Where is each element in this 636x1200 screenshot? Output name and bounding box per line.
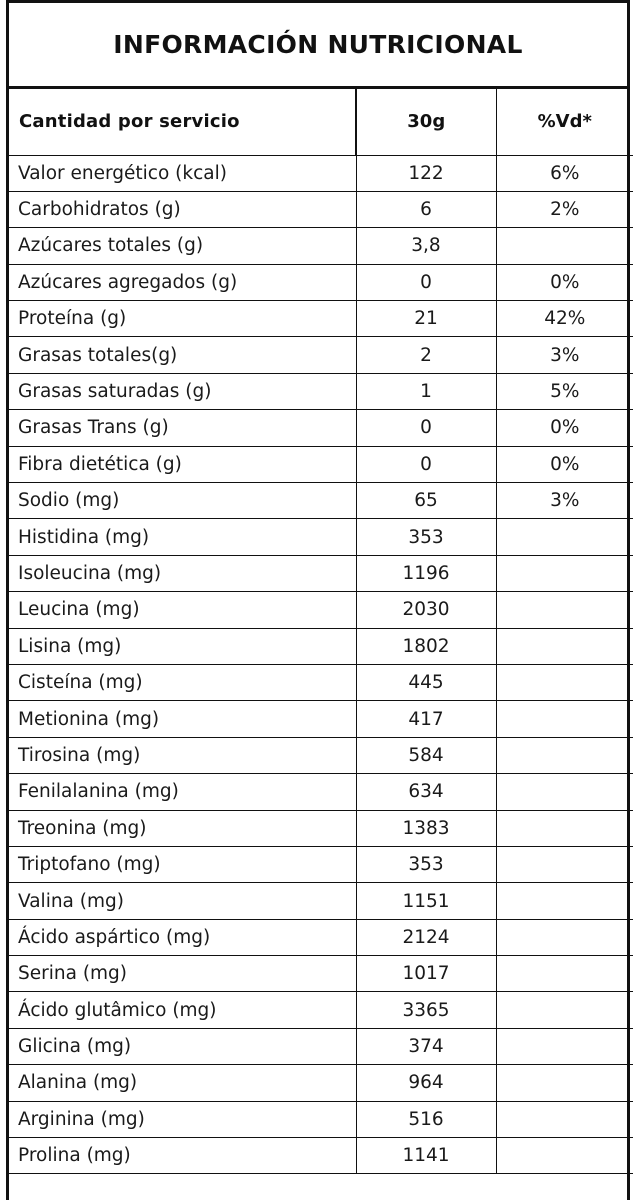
nutrient-daily-value (496, 519, 633, 555)
nutrition-table (9, 89, 633, 1174)
nutrient-name: Ácido glutâmico (mg) (9, 992, 356, 1028)
table-row (9, 373, 633, 409)
nutrient-name: Proteína (g) (9, 301, 356, 337)
nutrient-daily-value (496, 810, 633, 846)
nutrient-amount: 0 (356, 446, 496, 482)
table-row (9, 664, 633, 700)
nutrient-daily-value: 0% (496, 410, 633, 446)
nutrient-amount: 417 (356, 701, 496, 737)
nutrient-amount: 353 (356, 846, 496, 882)
table-row (9, 228, 633, 264)
nutrient-daily-value (496, 664, 633, 700)
table-row (9, 883, 633, 919)
table-row (9, 592, 633, 628)
nutrient-amount: 1151 (356, 883, 496, 919)
nutrient-amount: 634 (356, 774, 496, 810)
nutrient-daily-value (496, 1065, 633, 1101)
table-row (9, 1101, 633, 1137)
nutrient-amount: 516 (356, 1101, 496, 1137)
nutrient-name: Lisina (mg) (9, 628, 356, 664)
nutrient-name: Serina (mg) (9, 956, 356, 992)
nutrient-name: Cisteína (mg) (9, 664, 356, 700)
nutrient-amount: 6 (356, 191, 496, 227)
nutrient-daily-value (496, 701, 633, 737)
nutrient-name: Ácido aspártico (mg) (9, 919, 356, 955)
table-row (9, 737, 633, 773)
nutrient-amount: 21 (356, 301, 496, 337)
nutrient-name: Arginina (mg) (9, 1101, 356, 1137)
nutrient-name: Isoleucina (mg) (9, 555, 356, 591)
nutrient-name: Alanina (mg) (9, 1065, 356, 1101)
nutrient-amount: 445 (356, 664, 496, 700)
nutrient-name: Leucina (mg) (9, 592, 356, 628)
nutrient-amount: 1141 (356, 1138, 496, 1174)
nutrient-daily-value (496, 956, 633, 992)
nutrient-daily-value (496, 1101, 633, 1137)
nutrient-daily-value: 6% (496, 155, 633, 191)
nutrient-daily-value: 3% (496, 337, 633, 373)
table-row (9, 701, 633, 737)
table-row (9, 919, 633, 955)
nutrient-daily-value (496, 555, 633, 591)
nutrient-daily-value (496, 1138, 633, 1174)
nutrient-name: Tirosina (mg) (9, 737, 356, 773)
nutrient-daily-value (496, 883, 633, 919)
column-header-daily-value: %Vd* (496, 89, 633, 155)
nutrient-daily-value (496, 992, 633, 1028)
nutrient-name: Histidina (mg) (9, 519, 356, 555)
nutrient-name: Grasas Trans (g) (9, 410, 356, 446)
table-row (9, 774, 633, 810)
nutrient-daily-value: 5% (496, 373, 633, 409)
table-row (9, 301, 633, 337)
nutrient-daily-value (496, 1028, 633, 1064)
table-row (9, 555, 633, 591)
table-row (9, 1028, 633, 1064)
nutrient-daily-value (496, 737, 633, 773)
nutrient-name: Prolina (mg) (9, 1138, 356, 1174)
nutrient-daily-value: 42% (496, 301, 633, 337)
nutrient-daily-value: 0% (496, 264, 633, 300)
nutrient-name: Triptofano (mg) (9, 846, 356, 882)
nutrient-amount: 1196 (356, 555, 496, 591)
page-title: INFORMACIÓN NUTRICIONAL (113, 30, 523, 59)
table-row (9, 519, 633, 555)
nutrient-daily-value (496, 919, 633, 955)
nutrient-name: Fibra dietética (g) (9, 446, 356, 482)
nutrient-name: Carbohidratos (g) (9, 191, 356, 227)
nutrient-name: Treonina (mg) (9, 810, 356, 846)
nutrient-daily-value (496, 228, 633, 264)
nutrient-amount: 2 (356, 337, 496, 373)
table-head (9, 89, 633, 155)
table-row (9, 337, 633, 373)
nutrient-amount: 1 (356, 373, 496, 409)
nutrient-amount: 0 (356, 410, 496, 446)
nutrient-name: Valor energético (kcal) (9, 155, 356, 191)
table-row (9, 483, 633, 519)
nutrient-name: Sodio (mg) (9, 483, 356, 519)
nutrient-name: Grasas totales(g) (9, 337, 356, 373)
nutrient-name: Azúcares agregados (g) (9, 264, 356, 300)
nutrient-daily-value (496, 628, 633, 664)
nutrient-name: Valina (mg) (9, 883, 356, 919)
nutrient-amount: 3,8 (356, 228, 496, 264)
table-row (9, 155, 633, 191)
table-row (9, 191, 633, 227)
nutrient-amount: 2124 (356, 919, 496, 955)
nutrient-amount: 353 (356, 519, 496, 555)
table-row (9, 264, 633, 300)
table-row (9, 1138, 633, 1174)
table-row (9, 810, 633, 846)
table-row (9, 846, 633, 882)
table-body (9, 155, 633, 1174)
nutrient-daily-value: 2% (496, 191, 633, 227)
nutrient-amount: 0 (356, 264, 496, 300)
table-row (9, 628, 633, 664)
nutrient-daily-value (496, 592, 633, 628)
nutrient-amount: 2030 (356, 592, 496, 628)
nutrient-amount: 1802 (356, 628, 496, 664)
nutrient-amount: 374 (356, 1028, 496, 1064)
table-header-row (9, 89, 633, 155)
table-row (9, 1065, 633, 1101)
label-title-row (9, 3, 627, 89)
nutrient-daily-value: 3% (496, 483, 633, 519)
nutrient-daily-value (496, 846, 633, 882)
nutrient-name: Metionina (mg) (9, 701, 356, 737)
nutrient-name: Azúcares totales (g) (9, 228, 356, 264)
nutrient-amount: 964 (356, 1065, 496, 1101)
nutrient-amount: 1383 (356, 810, 496, 846)
nutrient-amount: 3365 (356, 992, 496, 1028)
table-row (9, 992, 633, 1028)
nutrient-amount: 65 (356, 483, 496, 519)
nutrient-amount: 584 (356, 737, 496, 773)
nutrient-amount: 1017 (356, 956, 496, 992)
nutrition-label-border (6, 0, 630, 1200)
nutrient-amount: 122 (356, 155, 496, 191)
nutrient-name: Fenilalanina (mg) (9, 774, 356, 810)
column-header-nutrient: Cantidad por servicio (9, 89, 356, 155)
nutrient-daily-value: 0% (496, 446, 633, 482)
table-row (9, 446, 633, 482)
nutrient-name: Glicina (mg) (9, 1028, 356, 1064)
table-row (9, 956, 633, 992)
nutrient-daily-value (496, 774, 633, 810)
column-header-serving: 30g (356, 89, 496, 155)
nutrient-name: Grasas saturadas (g) (9, 373, 356, 409)
table-row (9, 410, 633, 446)
